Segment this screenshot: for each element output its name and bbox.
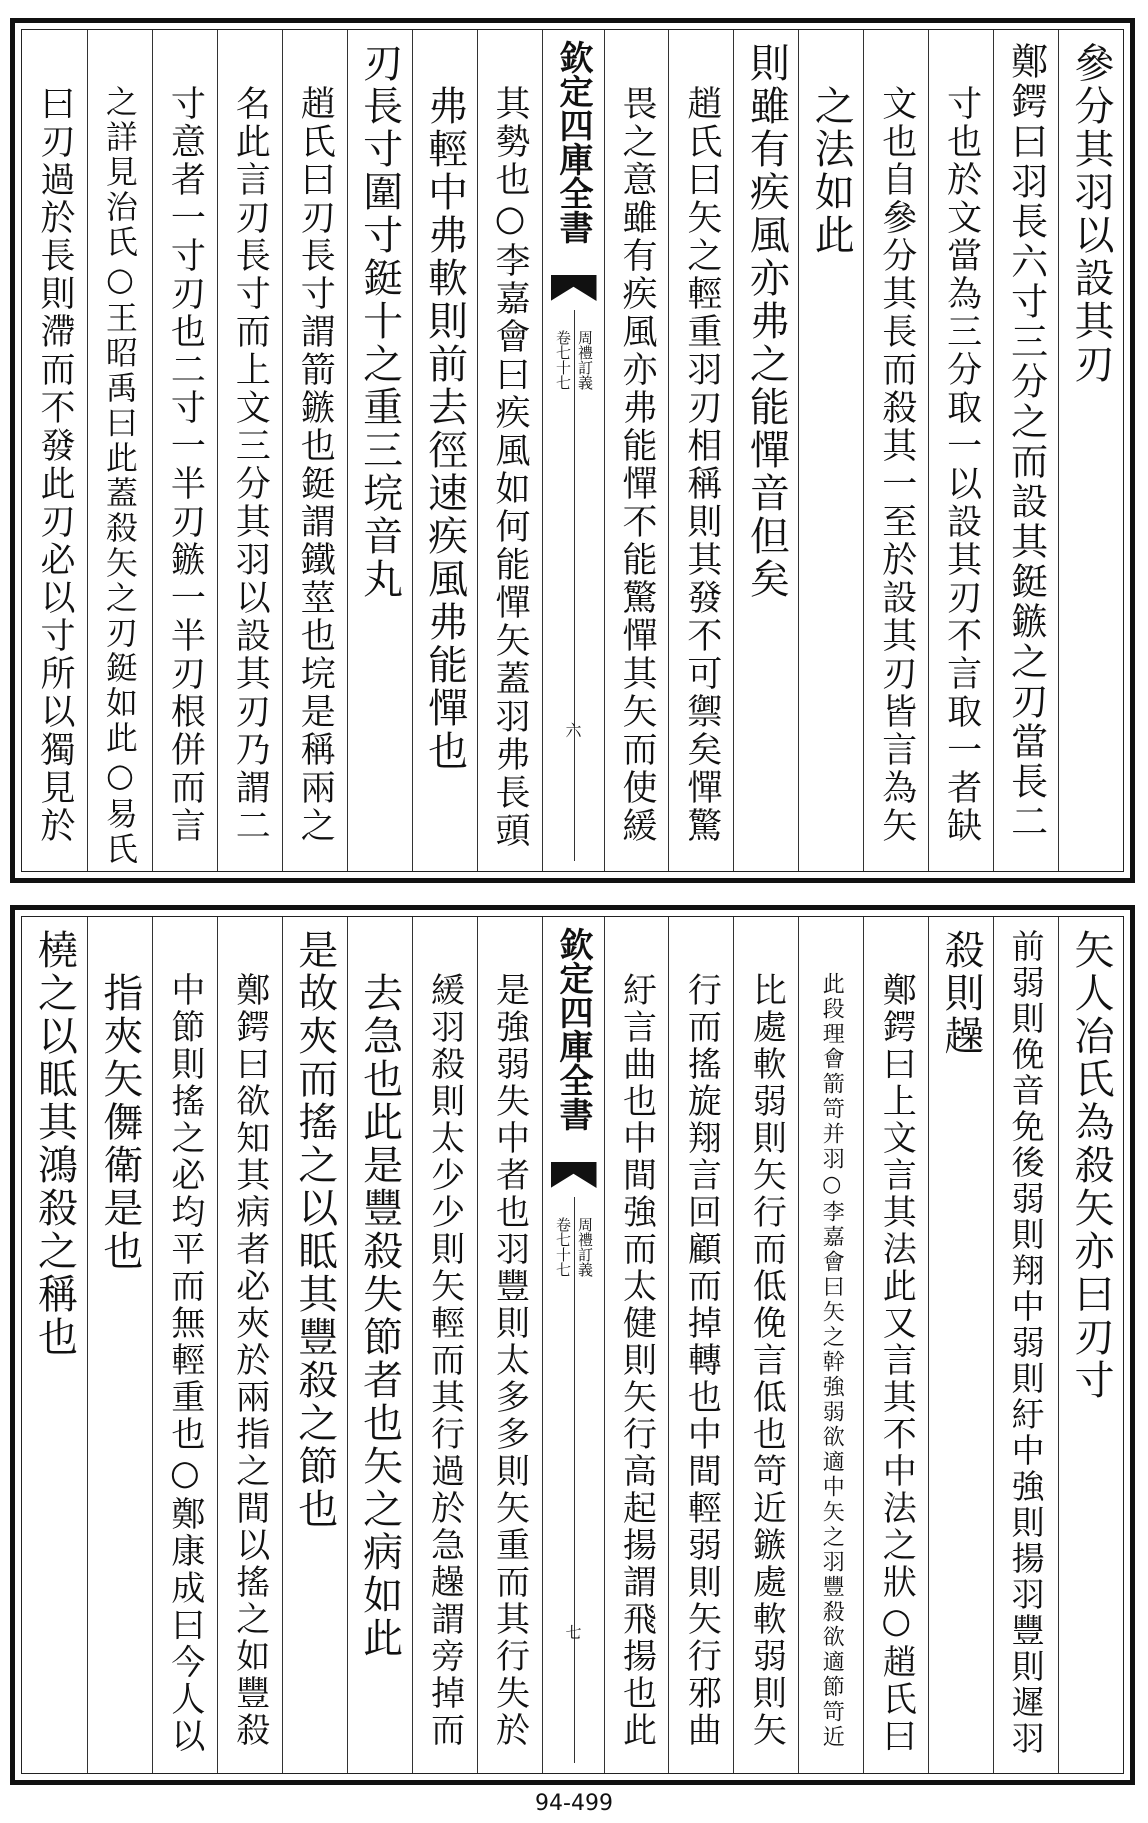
column-text: 曰刃過於長則滯而不發此刃必以寸所以獨見於: [34, 85, 75, 845]
center-margin: [542, 917, 605, 1773]
column-text: 是故夾而搖之以眡其豐殺之節也: [291, 929, 338, 1531]
column-text: 名此言刃長寸而上文三分其羽以設其刃乃謂二: [230, 85, 271, 845]
margin-book-title: 周禮訂義: [576, 1217, 594, 1277]
fishtail-mark-icon: [551, 1162, 597, 1188]
column-text: 鄭鍔曰欲知其病者必夾於兩指之間以搖之如豐殺: [229, 972, 270, 1749]
margin-volume: 卷七十七: [554, 330, 572, 390]
text-column: [993, 30, 1058, 871]
text-column: [217, 917, 282, 1773]
column-text: 鄭鍔曰上文言其法此又言其不中法之狀○趙氏曰: [876, 972, 917, 1755]
column-text: 畏之意雖有疾風亦弗能憚不能驚憚其矢而使緩: [616, 85, 657, 845]
column-text: 弗輕中弗軟則前去徑速疾風弗能憚也: [421, 85, 468, 773]
column-text: 之詳見治氏○王昭禹曰此蓋殺矢之刃鋌如此○易氏: [100, 85, 139, 867]
column-text: 矢人冶氏為殺矢亦曰刃寸: [1068, 929, 1115, 1402]
text-column: [477, 30, 542, 871]
top-page-frame: [21, 29, 1124, 872]
column-text: 寸也於文當為三分取一以設其刃不言取一者缺: [941, 85, 982, 845]
column-text: 殺則趮: [938, 929, 985, 1058]
margin-divider: [574, 310, 575, 861]
text-column: [604, 30, 669, 871]
column-text: 橈之以眡其鴻殺之稱也: [31, 929, 78, 1359]
text-column: [733, 30, 798, 871]
text-column: [347, 30, 412, 871]
column-text: 紆言曲也中間強而太健則矢行高起揚謂飛揚也此: [616, 972, 657, 1749]
text-column: [1058, 917, 1123, 1773]
text-column: [928, 917, 993, 1773]
column-text: 比處軟弱則矢行而低俛言低也笴近鏃處軟弱則矢: [746, 972, 787, 1749]
text-column: [412, 30, 477, 871]
text-column: [863, 917, 928, 1773]
column-text: 鄭鍔曰羽長六寸三分之而設其鋌鏃之刃當長二: [1004, 42, 1048, 842]
text-column: [152, 917, 217, 1773]
text-column: [152, 30, 217, 871]
text-column: [347, 917, 412, 1773]
text-column: [668, 917, 733, 1773]
text-column: [798, 917, 863, 1773]
center-margin: [542, 30, 605, 871]
column-text: 行而搖旋翔言回顧而掉轉也中間輕弱則矢行邪曲: [681, 972, 722, 1749]
text-column: [217, 30, 282, 871]
text-column: [928, 30, 993, 871]
margin-leaf-number: 六: [565, 721, 582, 740]
margin-title: 欽定四庫全書: [553, 40, 593, 244]
text-column: [282, 917, 347, 1773]
column-text: 參分其羽以設其刃: [1068, 42, 1115, 386]
column-text: 去急也此是豐殺失節者也矢之病如此: [356, 972, 403, 1660]
text-column: [412, 917, 477, 1773]
column-text: 刃長寸圍寸鋌十之重三垸音丸: [356, 42, 403, 601]
margin-volume: 卷七十七: [554, 1217, 572, 1277]
bottom-page-frame: [21, 916, 1124, 1774]
column-text: 此段理會箭笴并羽○李嘉會曰矢之幹強弱欲適中矢之羽豐殺欲適節笴近: [819, 972, 845, 1750]
column-text: 趙氏曰刃長寸謂箭鏃也鋌謂鐵莖也垸是稱兩之: [295, 85, 336, 845]
text-column: [1058, 30, 1123, 871]
column-text: 中節則搖之必均平而無輕重也○鄭康成曰今人以: [164, 972, 205, 1755]
fishtail-mark-icon: [551, 275, 597, 301]
column-text: 文也自參分其長而殺其一至於設其刃皆言為矢: [876, 85, 917, 845]
column-text: 指夾矢儛衛是也: [96, 972, 143, 1273]
margin-title: 欽定四庫全書: [553, 927, 593, 1131]
column-text: 趙氏曰矢之輕重羽刃相稱則其發不可禦矣憚驚: [681, 85, 722, 845]
column-text: 緩羽殺則太少少則矢輕而其行過於急趮謂旁掉而: [424, 972, 465, 1749]
text-column: [22, 917, 87, 1773]
text-column: [798, 30, 863, 871]
page-number-footer: 94-499: [535, 1791, 613, 1816]
bottom-page: [10, 905, 1135, 1785]
text-column: [22, 30, 87, 871]
margin-book-title: 周禮訂義: [576, 330, 594, 390]
text-column: [282, 30, 347, 871]
margin-divider: [574, 1197, 575, 1763]
text-column: [604, 917, 669, 1773]
top-page: [10, 18, 1135, 883]
text-column: [733, 917, 798, 1773]
text-column: [863, 30, 928, 871]
column-text: 則雖有疾風亦弗之能憚音但矣: [743, 42, 790, 601]
column-text: 之法如此: [808, 85, 855, 257]
column-text: 是強弱失中者也羽豐則太多多則矢重而其行失於: [489, 972, 530, 1749]
text-column: [87, 917, 152, 1773]
margin-leaf-number: 七: [565, 1623, 582, 1642]
text-column: [477, 917, 542, 1773]
column-text: 前弱則俛音免後弱則翔中弱則紆中強則揚羽豐則遲羽: [1006, 929, 1046, 1757]
column-text: 其勢也○李嘉會曰疾風如何能憚矢蓋羽弗長頭: [490, 85, 531, 850]
column-text: 寸意者一寸刃也二寸一半刃鏃一半刃根併而言: [165, 85, 206, 845]
text-column: [87, 30, 152, 871]
text-column: [993, 917, 1058, 1773]
text-column: [668, 30, 733, 871]
